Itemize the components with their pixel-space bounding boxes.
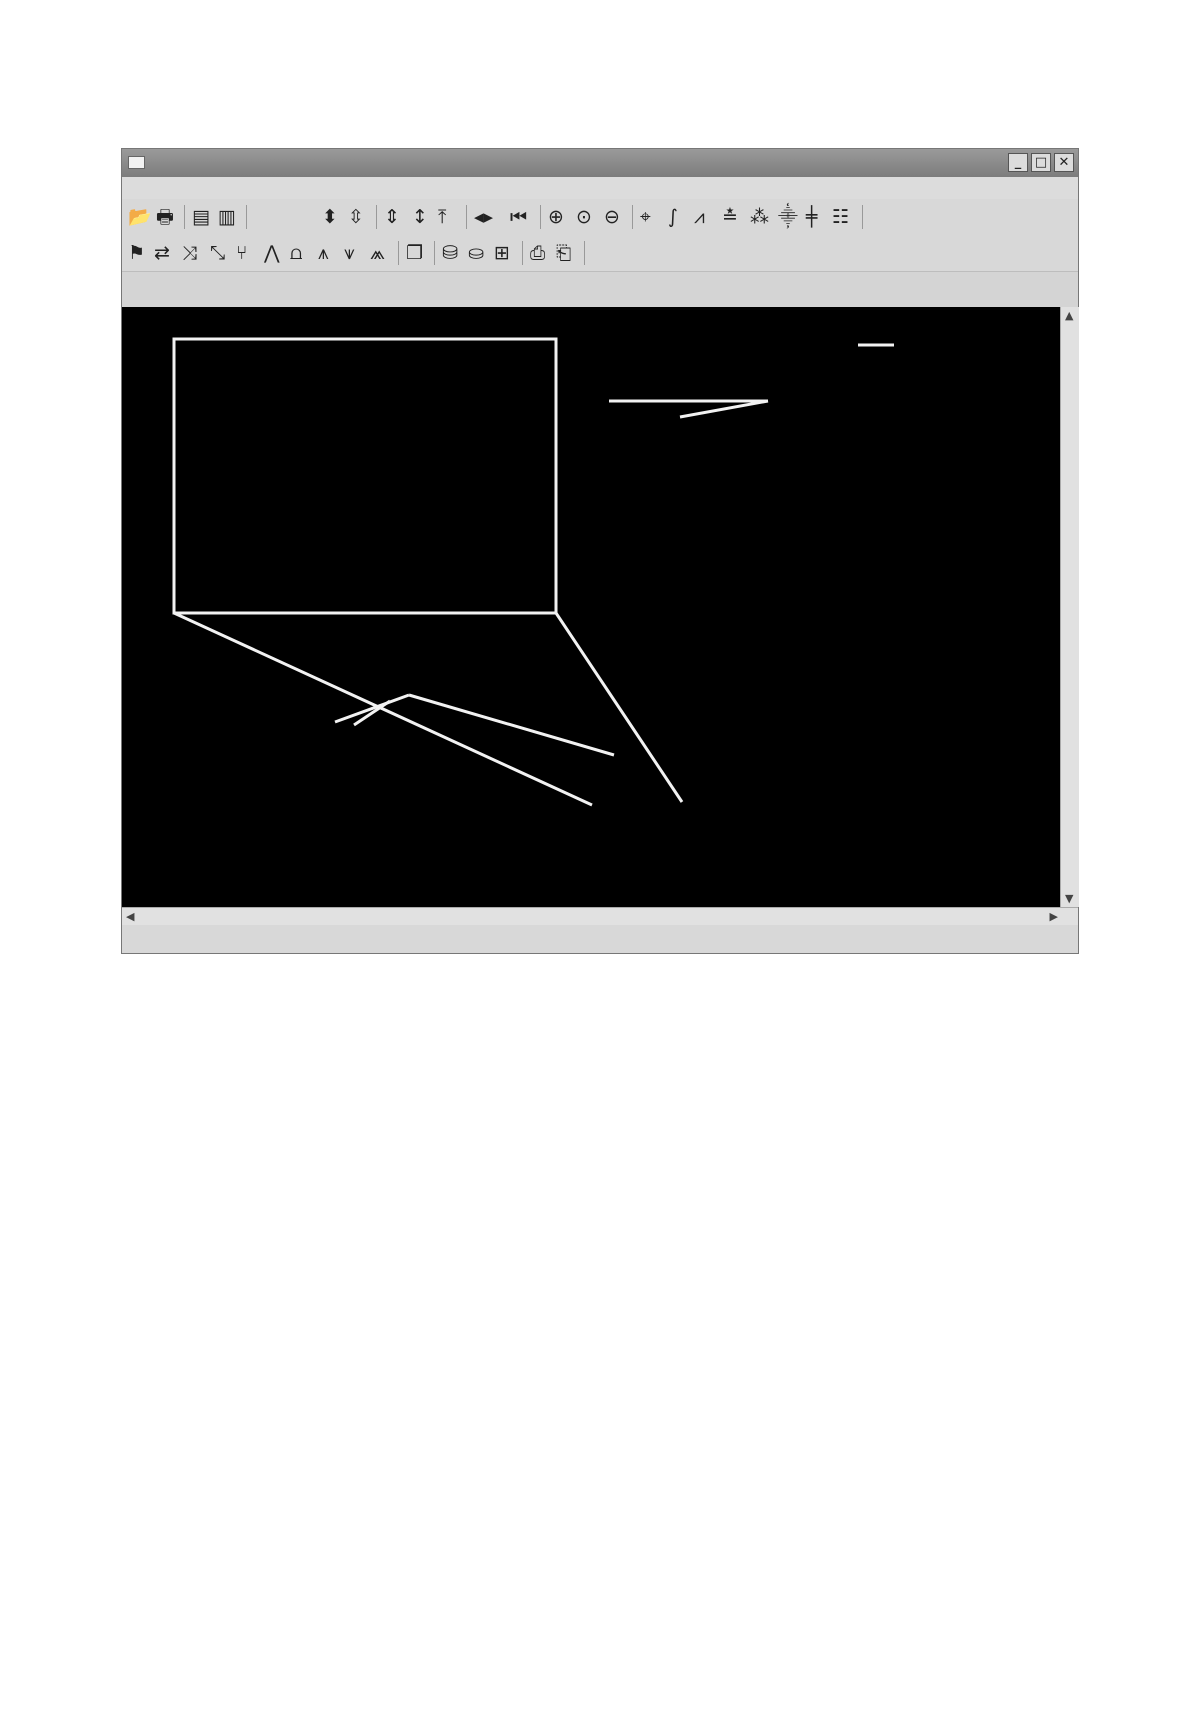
toolbar-secondary (122, 235, 1078, 272)
minimize-button[interactable]: _ (1008, 153, 1028, 172)
export-icon[interactable]: ⎙ (530, 242, 546, 264)
zoom-in-icon[interactable]: ⊕ (548, 206, 564, 228)
vertical-scrollbar[interactable] (1060, 307, 1079, 907)
fork-icon[interactable]: ⑂ (236, 242, 248, 264)
maximize-button[interactable]: □ (1031, 153, 1051, 172)
amix-viewer-window (121, 148, 1079, 954)
flag-icon[interactable]: ⚑ (128, 242, 146, 264)
stack-view-icon[interactable]: ▤ (192, 206, 210, 228)
status-bar (122, 925, 1078, 953)
grid-icon[interactable]: ☷ (832, 206, 850, 228)
database-open-icon[interactable]: ⛀ (468, 242, 484, 264)
scale-fit-icon[interactable]: ⇳ (348, 206, 364, 228)
window-titlebar[interactable] (122, 149, 1078, 177)
pan-left-right-icon[interactable]: ◂▸ (474, 206, 494, 228)
horizontal-scrollbar[interactable] (122, 907, 1078, 926)
menubar (122, 177, 1078, 199)
assign-icon[interactable]: ⩕ (370, 242, 385, 264)
peak-label-icon[interactable]: ⋀ (264, 242, 280, 264)
running-head (460, 82, 1080, 110)
open-folder-icon[interactable]: 📂 (128, 206, 152, 228)
bucket-icon[interactable]: ⁂ (750, 206, 769, 228)
database-grid-icon[interactable]: ⊞ (494, 242, 510, 264)
database-icon[interactable]: ⛁ (442, 242, 458, 264)
multiplet-icon[interactable]: ⩍ (290, 242, 303, 264)
crosshair-icon[interactable]: ╪ (806, 206, 818, 228)
window-icon[interactable]: ❐ (406, 242, 424, 264)
import-icon[interactable]: ⎗ (556, 242, 572, 264)
hippurate-pointer-a (409, 695, 614, 755)
body-text (420, 1062, 1079, 1070)
inset-connector-left (174, 613, 592, 805)
scroll-down-icon[interactable]: ▼ (1065, 892, 1074, 905)
align-icon[interactable]: ≛ (722, 206, 738, 228)
vertical-shift-icon[interactable]: ↕ (412, 206, 428, 228)
diagonal-arrow-icon[interactable]: ⤡ (210, 242, 226, 264)
link-icon[interactable]: ⇄ (154, 242, 170, 264)
vertical-fit-icon[interactable]: ⤒ (438, 206, 447, 228)
creatinine-pointer-b (680, 401, 768, 417)
hippurate-pointer-b (335, 695, 409, 722)
pattern-icon[interactable]: ⸎ (778, 206, 798, 228)
vertical-expand-icon[interactable]: ⇕ (384, 206, 400, 228)
integrate-icon[interactable]: ∫ (668, 206, 678, 228)
pan-full-icon[interactable]: ⏮ (510, 206, 528, 228)
scroll-right-icon[interactable]: ▶ (1049, 910, 1058, 923)
scale-up-down-icon[interactable]: ⬍ (322, 206, 338, 228)
zoom-out-icon[interactable]: ⊖ (604, 206, 620, 228)
cross-link-icon[interactable]: ⤨ (182, 242, 198, 264)
close-button[interactable]: ✕ (1054, 153, 1074, 172)
inset-connector-right (556, 613, 682, 802)
peak-pick-icon[interactable]: ⌖ (640, 206, 651, 228)
baseline-icon[interactable]: ⩘ (694, 206, 705, 228)
scroll-up-icon[interactable]: ▲ (1065, 309, 1074, 322)
spectrum-plot[interactable] (122, 307, 1060, 907)
inset-zoom-box (174, 339, 556, 613)
toolbar-main (122, 199, 1078, 236)
doublet-icon[interactable]: ⩛ (344, 242, 355, 264)
triplet-icon[interactable]: ⩚ (318, 242, 329, 264)
app-icon (128, 156, 145, 169)
table-view-icon[interactable]: ▥ (218, 206, 236, 228)
print-icon[interactable]: 🖶 (156, 206, 174, 228)
scroll-left-icon[interactable]: ◀ (126, 910, 135, 923)
zoom-region-icon[interactable]: ⊙ (576, 206, 592, 228)
